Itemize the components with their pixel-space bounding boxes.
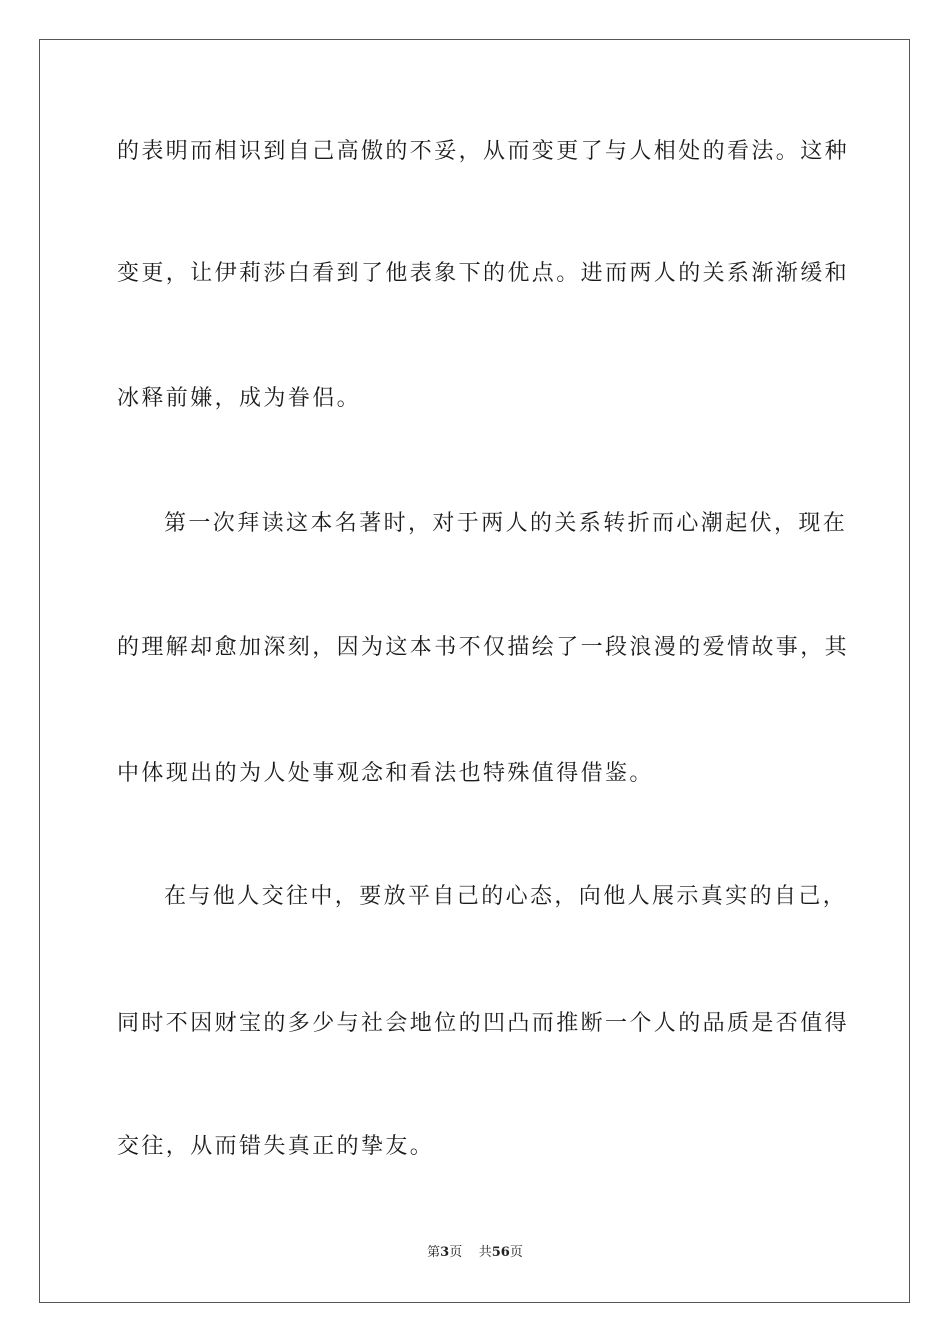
body-line-9: 交往，从而错失真正的挚友。 [117,1134,435,1159]
footer-total-pages: 56 [491,1245,510,1260]
body-line-1: 的表明而相识到自己高傲的不妥，从而变更了与人相处的看法。这种 [117,139,850,164]
body-line-7: 在与他人交往中，要放平自己的心态，向他人展示真实的自己， [164,884,848,909]
footer-total-suffix: 页 [509,1245,523,1260]
body-line-5: 的理解却愈加深刻，因为这本书不仅描绘了一段浪漫的爱情故事，其 [117,635,850,660]
body-line-4: 第一次拜读这本名著时，对于两人的关系转折而心潮起伏，现在 [164,511,848,536]
body-line-2: 变更，让伊莉莎白看到了他表象下的优点。进而两人的关系渐渐缓和 [117,261,850,286]
body-line-8: 同时不因财宝的多少与社会地位的凹凸而推断一个人的品质是否值得 [117,1011,850,1036]
footer-total-prefix: 共 [478,1245,492,1260]
footer-page-suffix: 页 [449,1245,463,1260]
page-frame [39,39,910,1303]
page-footer [0,1244,950,1262]
footer-page-prefix: 第 [427,1245,441,1260]
body-line-3: 冰释前嫌，成为眷侣。 [117,386,362,411]
body-line-6: 中体现出的为人处事观念和看法也特殊值得借鉴。 [117,761,654,786]
footer-page-number: 3 [440,1245,450,1260]
